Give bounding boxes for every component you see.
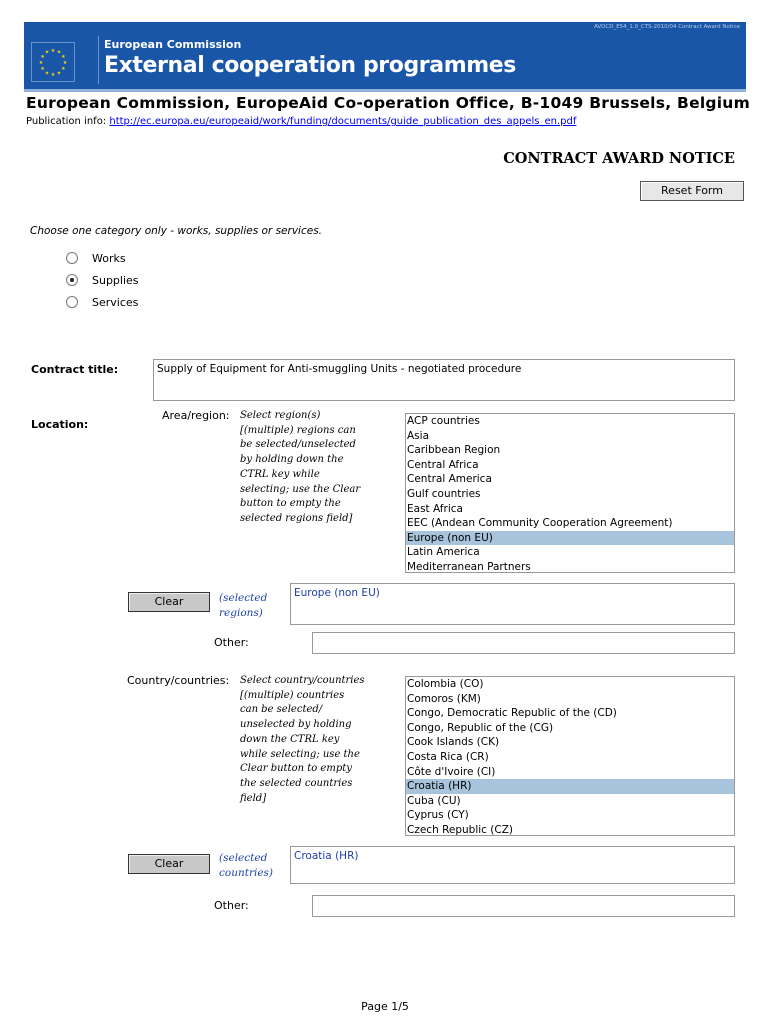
eu-star-icon: ★ [61, 66, 66, 72]
supplies-radio[interactable] [66, 274, 78, 286]
country-listbox[interactable] [405, 676, 735, 836]
eu-star-icon: ★ [50, 48, 56, 54]
eu-star-icon: ★ [56, 70, 62, 77]
supplies-label: Supplies [92, 273, 139, 287]
country-option[interactable]: Congo, Republic of the (CG) [407, 721, 554, 734]
eu-star-icon: ★ [44, 70, 50, 77]
region-option[interactable]: Mediterranean Partners [407, 560, 531, 573]
category-option-supplies[interactable] [66, 272, 139, 288]
country-option[interactable]: Cuba (CU) [407, 794, 461, 807]
region-option[interactable]: Central America [407, 473, 492, 486]
eu-flag-logo [31, 42, 75, 82]
publication-info [26, 116, 576, 127]
eu-star-icon: ★ [61, 54, 66, 60]
country-label: Country/countries: [127, 674, 230, 687]
contract-title-label: Contract title: [31, 363, 119, 376]
country-hint: Select country/countries [(multiple) countries can be selected/ unselected by holding down the CTRL key while selecting; use the Clear button to empty the selected countries field] [240, 675, 365, 804]
other-region-label: Other: [214, 636, 249, 649]
country-option[interactable]: Czech Republic (CZ) [407, 823, 513, 836]
page-number: Page 1/5 [361, 1000, 409, 1013]
region-option-selected[interactable]: Europe (non EU) [406, 531, 734, 546]
works-radio[interactable] [66, 252, 78, 264]
selected-regions-field[interactable]: Europe (non EU) [290, 583, 735, 625]
region-option[interactable]: Central Africa [407, 458, 479, 471]
eu-star-icon: ★ [56, 49, 62, 56]
location-label: Location: [31, 418, 89, 431]
country-option[interactable]: Colombia (CO) [407, 678, 484, 690]
region-option[interactable]: Caribbean Region [407, 444, 501, 457]
works-label: Works [92, 251, 126, 265]
contract-title-field[interactable]: Supply of Equipment for Anti-smuggling Units - negotiated procedure [153, 359, 735, 401]
other-country-field[interactable] [312, 895, 735, 917]
clear-regions-button[interactable]: Clear [128, 592, 210, 612]
country-option[interactable]: Cyprus (CY) [407, 809, 469, 822]
header-banner [24, 22, 746, 92]
region-option[interactable]: Latin America [407, 546, 480, 559]
selected-regions-note: (selected regions) [219, 592, 268, 619]
services-label: Services [92, 295, 139, 309]
publication-link[interactable]: http://ec.europa.eu/europeaid/work/funding/documents/guide_publication_des_appels_en.pdf [109, 116, 577, 127]
country-option[interactable]: Côte d'Ivoire (CI) [407, 765, 496, 778]
office-address: European Commission, EuropeAid Co-operation Office, B-1049 Brussels, Belgium [26, 94, 750, 112]
notice-title: CONTRACT AWARD NOTICE [503, 150, 735, 167]
services-radio[interactable] [66, 296, 78, 308]
programme-title: External cooperation programmes [104, 53, 516, 78]
region-option[interactable]: Asia [407, 429, 430, 442]
other-country-label: Other: [214, 899, 249, 912]
region-option[interactable]: East Africa [407, 502, 463, 515]
eu-star-icon: ★ [40, 54, 45, 60]
country-option[interactable]: Costa Rica (CR) [407, 750, 489, 763]
region-option[interactable]: Gulf countries [407, 487, 481, 500]
eu-star-icon: ★ [62, 60, 68, 66]
country-option[interactable]: Comoros (KM) [407, 692, 481, 705]
other-region-field[interactable] [312, 632, 735, 654]
organisation-name: European Commission [104, 38, 242, 51]
region-listbox[interactable] [405, 413, 735, 573]
area-region-label: Area/region: [162, 409, 230, 422]
eu-star-icon: ★ [44, 49, 50, 56]
reset-form-button[interactable]: Reset Form [640, 181, 744, 201]
region-option[interactable]: ACP countries [407, 415, 480, 427]
selected-countries-field[interactable]: Croatia (HR) [290, 846, 735, 884]
eu-star-icon: ★ [50, 72, 56, 78]
clear-countries-button[interactable]: Clear [128, 854, 210, 874]
eu-star-icon: ★ [40, 66, 45, 72]
category-instruction: Choose one category only - works, supplies or services. [30, 225, 323, 237]
area-region-hint: Select region(s) [(multiple) regions can be selected/unselected by holding down the CTRL key while selecting; use the Clear button to empty the selected regions field] [240, 410, 361, 524]
publication-info-label: Publication info: [26, 116, 107, 127]
region-option[interactable]: EEC (Andean Community Cooperation Agreement) [407, 517, 673, 530]
banner-divider [98, 36, 99, 84]
category-option-works[interactable] [66, 250, 126, 266]
country-option[interactable]: Cook Islands (CK) [407, 736, 500, 749]
category-option-services[interactable] [66, 294, 138, 310]
eu-star-icon: ★ [38, 60, 44, 66]
selected-countries-note: (selected countries) [219, 852, 274, 879]
document-code: AVOCD_E54_1.0_CTS-2010/04 Contract Award Notice [593, 24, 740, 30]
country-option-selected[interactable]: Croatia (HR) [406, 779, 734, 794]
country-option[interactable]: Congo, Democratic Republic of the (CD) [407, 707, 617, 720]
